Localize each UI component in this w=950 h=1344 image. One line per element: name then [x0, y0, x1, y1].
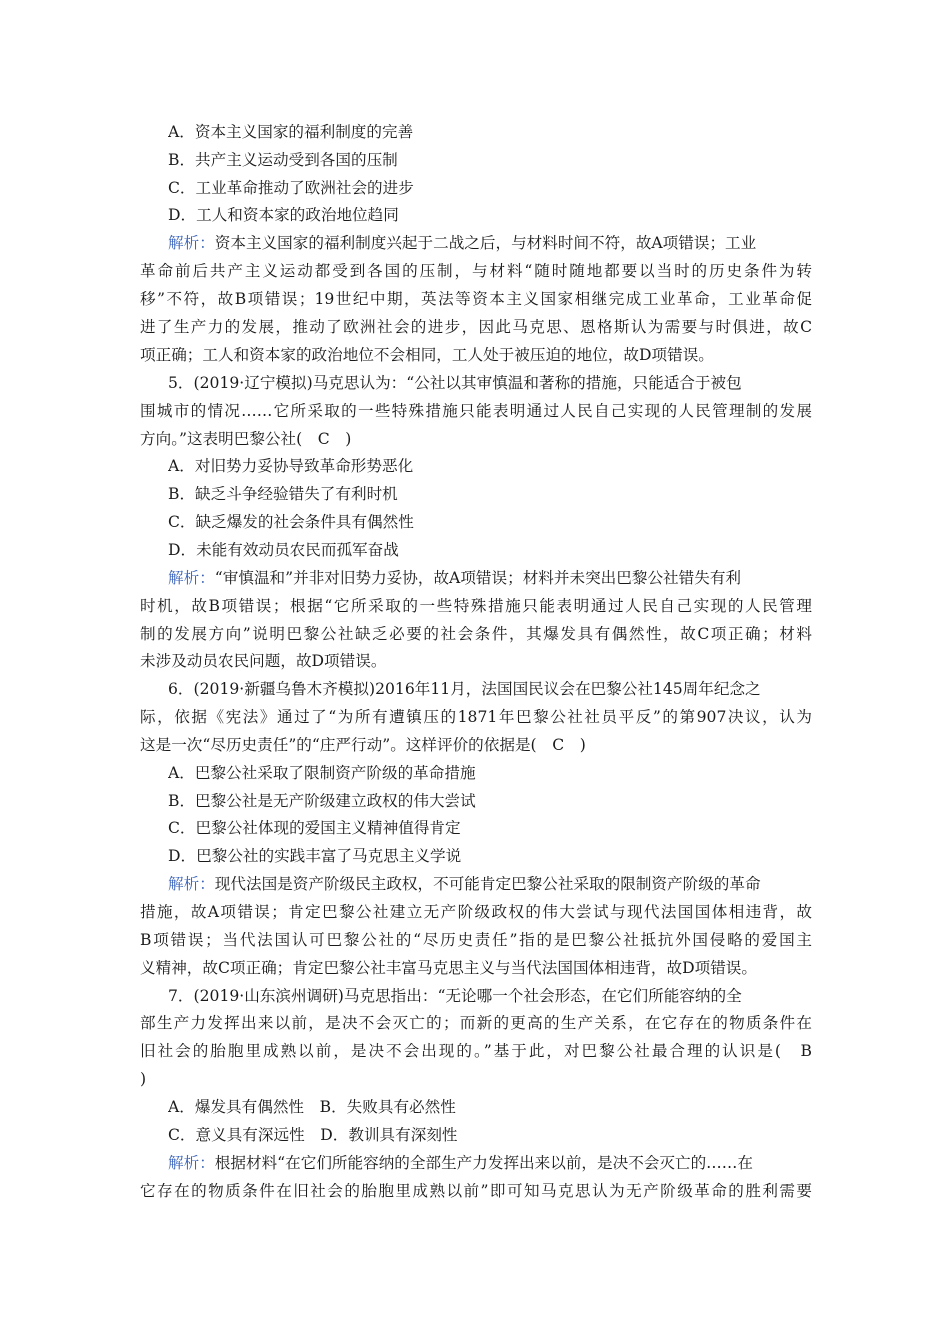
- q5-option-d: D．未能有效动员农民而孤军奋战: [168, 541, 399, 559]
- q6-option-c: C．巴黎公社体现的爱国主义精神值得肯定: [168, 819, 461, 837]
- q7-stem-line-4: ): [140, 1070, 147, 1088]
- q7-stem-line-2: 部生产力发挥出来以前，是决不会灭亡的；而新的更高的生产关系，在它存在的物质条件在: [140, 1014, 812, 1032]
- q5-stem-line-2: 围城市的情况……它所采取的一些特殊措施只能表明通过人民自己实现的人民管理制的发展: [140, 402, 812, 420]
- q5-analysis-line-2: 时机，故B项错误；根据“它所采取的一些特殊措施只能表明通过人民自己实现的人民管理: [140, 597, 812, 615]
- q5-analysis-line-3: 制的发展方向”说明巴黎公社缺乏必要的社会条件，其爆发具有偶然性，故C项正确；材料: [140, 625, 812, 643]
- q4-option-c: C．工业革命推动了欧洲社会的进步: [168, 179, 414, 197]
- q4-analysis-line-5: 项正确；工人和资本家的政治地位不会相同，工人处于被压迫的地位，故D项错误。: [140, 346, 714, 364]
- q4-analysis-line-4: 进了生产力的发展，推动了欧洲社会的进步，因此马克思、恩格斯认为需要与时俱进，故C: [140, 318, 812, 336]
- analysis-label: 解析：: [168, 569, 215, 587]
- analysis-label: 解析：: [168, 1154, 215, 1172]
- q6-option-b: B．巴黎公社是无产阶级建立政权的伟大尝试: [168, 792, 476, 810]
- q4-option-a: A．资本主义国家的福利制度的完善: [168, 123, 414, 141]
- q4-analysis-line-2: 革命前后共产主义运动都受到各国的压制，与材料“随时随地都要以当时的历史条件为转: [140, 262, 812, 280]
- q5-option-a: A．对旧势力妥协导致革命形势恶化: [168, 457, 414, 475]
- q6-stem-line-3: 这是一次“尽历史责任”的“庄严行动”。这样评价的依据是( C ): [140, 736, 586, 754]
- q5-option-c: C．缺乏爆发的社会条件具有偶然性: [168, 513, 414, 531]
- q6-analysis-line-3: B项错误；当代法国认可巴黎公社的“尽历史责任”指的是巴黎公社抵抗外国侵略的爱国主: [140, 931, 812, 949]
- q4-analysis-line-1: 解析：资本主义国家的福利制度兴起于二战之后，与材料时间不符，故A项错误；工业: [168, 234, 757, 252]
- q7-analysis-line-2: 它存在的物质条件在旧社会的胎胞里成熟以前”即可知马克思认为无产阶级革命的胜利需要: [140, 1182, 812, 1200]
- q6-option-a: A．巴黎公社采取了限制资产阶级的革命措施: [168, 764, 476, 782]
- q5-analysis-line-4: 未涉及动员农民问题，故D项错误。: [140, 652, 387, 670]
- q7-options-row-1: A．爆发具有偶然性 B．失败具有必然性: [168, 1098, 456, 1116]
- q5-analysis-line-1: 解析：“审慎温和”并非对旧势力妥协，故A项错误；材料并未突出巴黎公社错失有利: [168, 569, 742, 587]
- q6-stem-line-1: 6．(2019·新疆乌鲁木齐模拟)2016年11月，法国国民议会在巴黎公社145周年纪念之: [168, 680, 761, 698]
- q4-option-d: D．工人和资本家的政治地位趋同: [168, 206, 399, 224]
- q5-stem-line-1: 5．(2019·辽宁模拟)马克思认为：“公社以其审慎温和著称的措施，只能适合于被包: [168, 374, 742, 392]
- q6-option-d: D．巴黎公社的实践丰富了马克思主义学说: [168, 847, 462, 865]
- q4-option-b: B．共产主义运动受到各国的压制: [168, 151, 398, 169]
- q7-stem-line-1: 7．(2019·山东滨州调研)马克思指出：“无论哪一个社会形态，在它们所能容纳的全: [168, 987, 742, 1005]
- q7-analysis-line-1: 解析：根据材料“在它们所能容纳的全部生产力发挥出来以前，是决不会灭亡的……在: [168, 1154, 753, 1172]
- analysis-label: 解析：: [168, 875, 215, 893]
- q5-stem-line-3: 方向。”这表明巴黎公社( C ): [140, 430, 352, 448]
- q6-analysis-line-2: 措施，故A项错误；肯定巴黎公社建立无产阶级政权的伟大尝试与现代法国国体相违背，故: [140, 903, 812, 921]
- q6-stem-line-2: 际，依据《宪法》通过了“为所有遭镇压的1871年巴黎公社社员平反”的第907决议，认为: [140, 708, 812, 726]
- q4-analysis-line-3: 移”不符，故B项错误；19世纪中期，英法等资本主义国家相继完成工业革命，工业革命促: [140, 290, 812, 308]
- q7-options-row-2: C．意义具有深远性 D．教训具有深刻性: [168, 1126, 458, 1144]
- q7-stem-line-3: 旧社会的胎胞里成熟以前，是决不会出现的。”基于此，对巴黎公社最合理的认识是( B: [140, 1042, 812, 1060]
- q6-analysis-line-1: 解析：现代法国是资产阶级民主政权，不可能肯定巴黎公社采取的限制资产阶级的革命: [168, 875, 761, 893]
- q5-option-b: B．缺乏斗争经验错失了有利时机: [168, 485, 398, 503]
- q6-analysis-line-4: 义精神，故C项正确；肯定巴黎公社丰富马克思主义与当代法国国体相违背，故D项错误。: [140, 959, 757, 977]
- analysis-label: 解析：: [168, 234, 215, 252]
